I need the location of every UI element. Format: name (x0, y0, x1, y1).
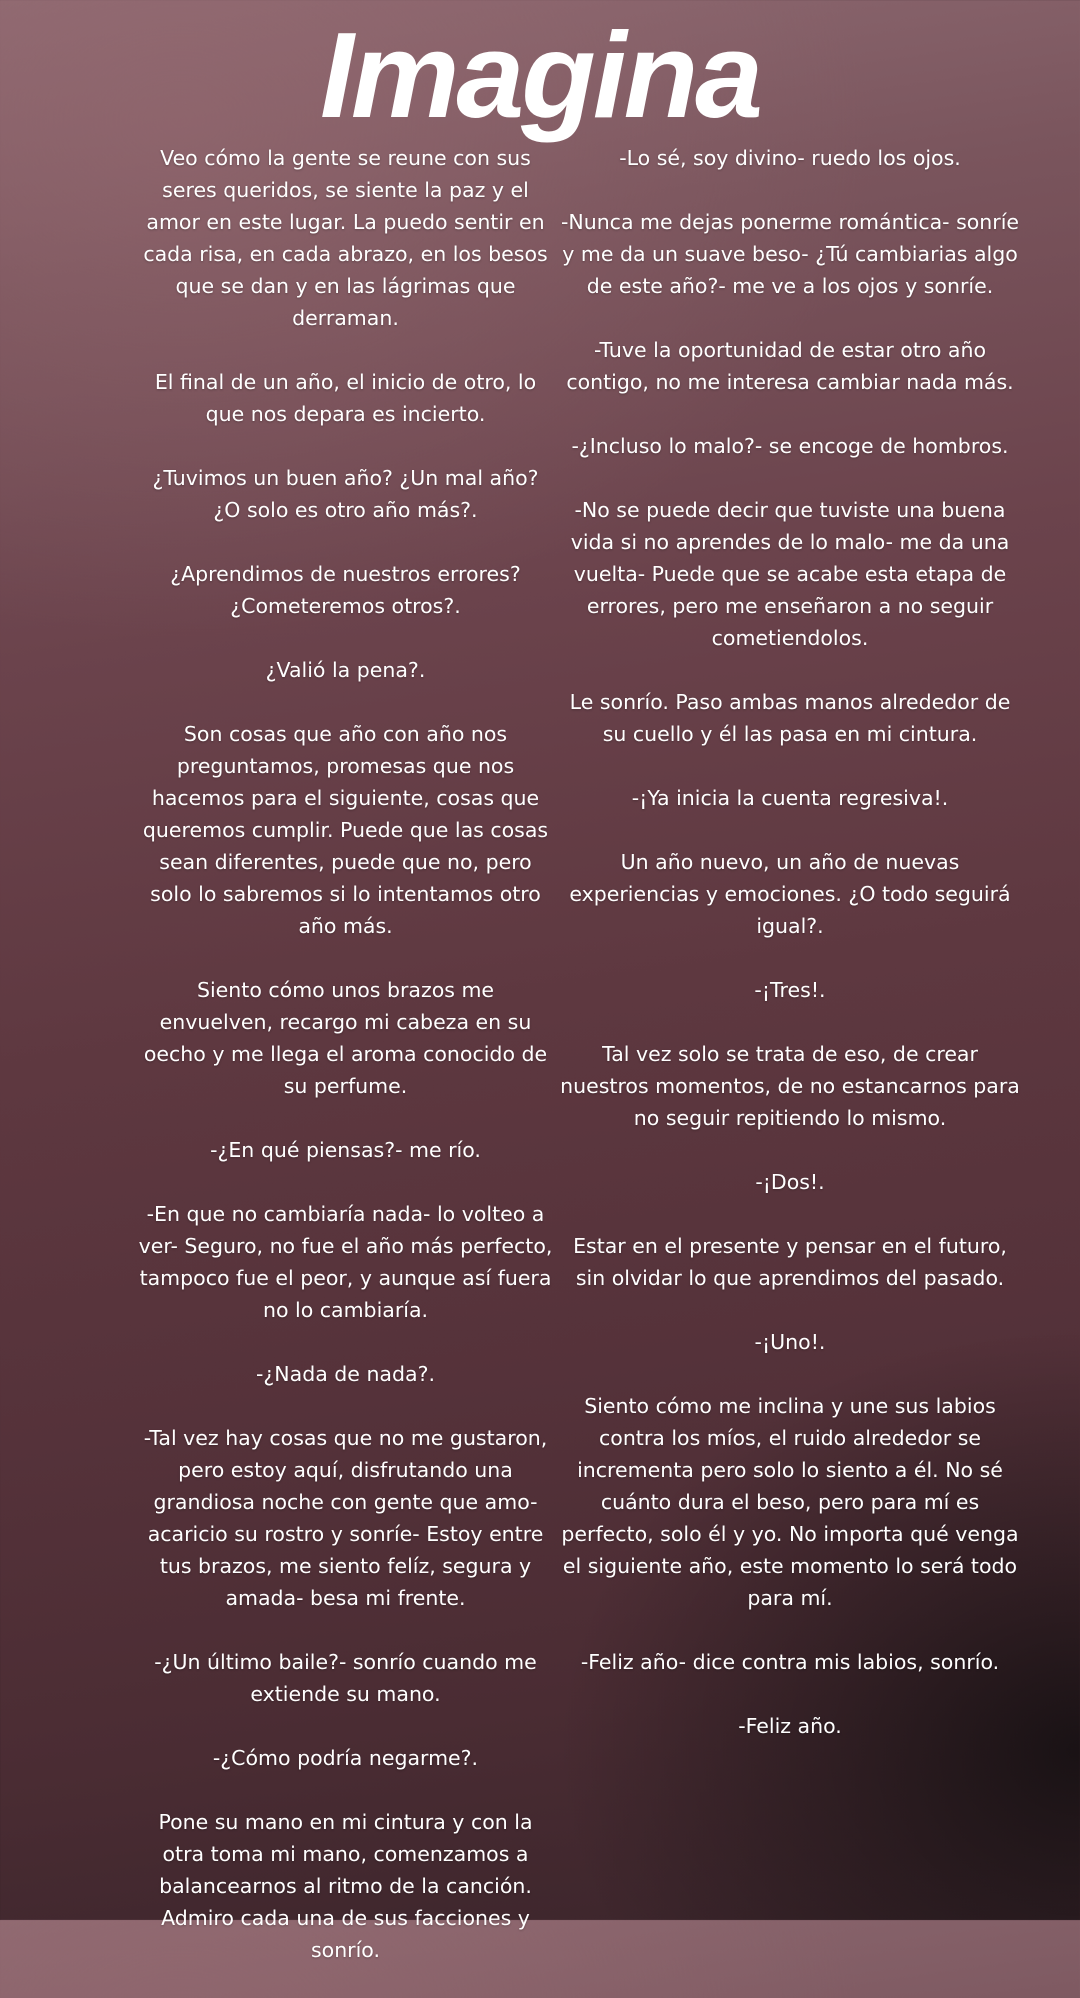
paragraph: Son cosas que año con año nos preguntamos, promesas que nos hacemos para el siguiente, cosas que queremos cumplir. Puede que las cosas sean diferentes, puede que no, pero solo lo sabremos si lo intentamos otro año más. (142, 722, 549, 938)
right-column (560, 142, 1020, 1774)
paragraph: Un año nuevo, un año de nuevas experiencias y emociones. ¿O todo seguirá igual?. (569, 850, 1011, 938)
paragraph: Siento cómo unos brazos me envuelven, recargo mi cabeza en su oecho y me llega el aroma conocido de su perfume. (143, 978, 548, 1098)
paragraph: Tal vez solo se trata de eso, de crear nuestros momentos, de no estancarnos para no seguir repitiendo lo mismo. (560, 1042, 1020, 1130)
paragraph: -Nunca me dejas ponerme romántica- sonríe y me da un suave beso- ¿Tú cambiarias algo de este año?- me ve a los ojos y sonríe. (560, 210, 1020, 298)
paragraph: ¿Valió la pena?. (265, 658, 426, 682)
paragraph: -No se puede decir que tuviste una buena vida si no aprendes de lo malo- me da una vuelta- Puede que se acabe esta etapa de errores, pero me enseñaron a no seguir cometiendolos. (570, 498, 1010, 650)
paragraph: Estar en el presente y pensar en el futuro, sin olvidar lo que aprendimos del pasado. (573, 1234, 1007, 1290)
paragraph: El final de un año, el inicio de otro, lo que nos depara es incierto. (154, 370, 537, 426)
paragraph: Pone su mano en mi cintura y con la otra toma mi mano, comenzamos a balancearnos al ritmo de la canción. Admiro cada una de sus facciones y sonrío. (158, 1810, 533, 1962)
paragraph: -Feliz año- dice contra mis labios, sonrío. (580, 1650, 1000, 1674)
paragraph: -¡Ya inicia la cuenta regresiva!. (631, 786, 949, 810)
paragraph: -¿Cómo podría negarme?. (212, 1746, 479, 1770)
paragraph: -¿Nada de nada?. (256, 1362, 435, 1386)
paragraph: ¿Aprendimos de nuestros errores? ¿Cometeremos otros?. (170, 562, 521, 618)
paragraph: -¿Incluso lo malo?- se encoge de hombros. (571, 434, 1009, 458)
paragraph: -En que no cambiaría nada- lo volteo a ver- Seguro, no fue el año más perfecto, tampoco fue el peor, y aunque así fuera no lo cambiaría. (138, 1202, 553, 1322)
paragraph: -¿Un último baile?- sonrío cuando me extiende su mano. (154, 1650, 537, 1706)
paragraph: Veo cómo la gente se reune con sus seres queridos, se siente la paz y el amor en este lugar. La puedo sentir en cada risa, en cada abrazo, en los besos que se dan y en las lágrimas que derraman. (143, 146, 548, 330)
paragraph: -¡Uno!. (754, 1330, 826, 1354)
paragraph: -¡Dos!. (755, 1170, 825, 1194)
paragraph: Siento cómo me inclina y une sus labios contra los míos, el ruido alrededor se incrementa pero solo lo siento a él. No sé cuánto dura el beso, pero para mí es perfecto, solo él y yo. No importa qué venga el siguiente año, este momento lo será todo para mí. (561, 1394, 1019, 1610)
paragraph: ¿Tuvimos un buen año? ¿Un mal año? ¿O solo es otro año más?. (152, 466, 539, 522)
paragraph: -¡Tres!. (754, 978, 826, 1002)
paragraph: Le sonrío. Paso ambas manos alrededor de su cuello y él las pasa en mi cintura. (569, 690, 1011, 746)
left-column (138, 142, 553, 1998)
paragraph: -Lo sé, soy divino- ruedo los ojos. (619, 146, 961, 170)
paragraph: -Feliz año. (738, 1714, 842, 1738)
paragraph: -Tuve la oportunidad de estar otro año contigo, no me interesa cambiar nada más. (566, 338, 1014, 394)
story-title: Imagina (319, 7, 760, 143)
paragraph: -¿En qué piensas?- me río. (210, 1138, 481, 1162)
paragraph: -Tal vez hay cosas que no me gustaron, pero estoy aquí, disfrutando una grandiosa noche con gente que amo- acaricio su rostro y sonríe- Estoy entre tus brazos, me siento felíz, segura y amada- besa mi frente. (143, 1426, 548, 1610)
